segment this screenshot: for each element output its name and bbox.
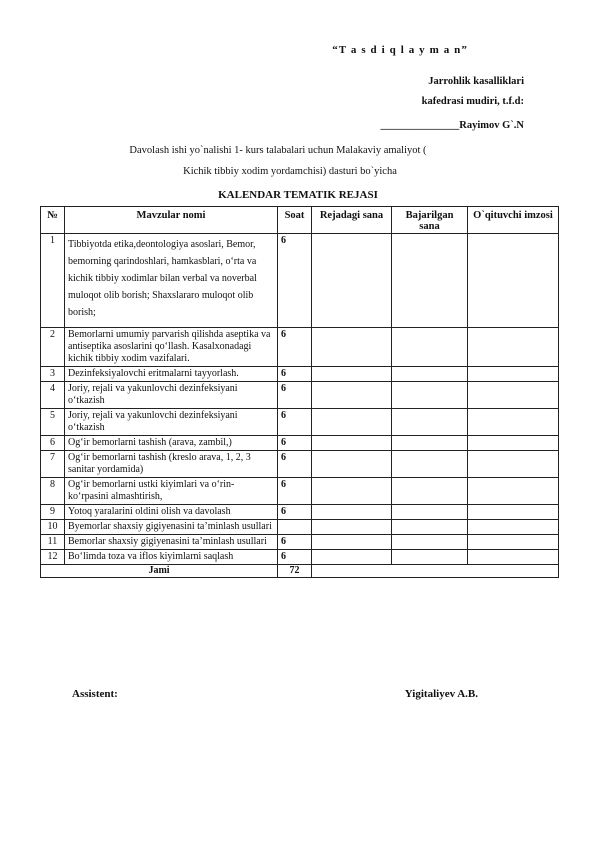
row-hours: 6	[278, 550, 312, 565]
row-completed-date	[392, 550, 468, 565]
row-number: 5	[41, 409, 65, 436]
row-hours: 6	[278, 535, 312, 550]
row-number: 11	[41, 535, 65, 550]
calendar-plan-heading: KALENDAR TEMATIK REJASI	[218, 189, 378, 201]
row-teacher-signature	[468, 505, 559, 520]
row-number: 1	[41, 234, 65, 328]
row-topic: Og‘ir bemorlarni tashish (kreslo arava, 1, 2, 3 sanitar yordamida)	[65, 451, 278, 478]
row-hours: 6	[278, 451, 312, 478]
row-completed-date	[392, 505, 468, 520]
row-topic: Byemorlar shaxsiy gigiyenasini ta’minlash usullari	[65, 520, 278, 535]
approval-signature-line: _______________Rayimov G`.N	[380, 120, 524, 131]
table-row	[41, 409, 559, 436]
table-row	[41, 505, 559, 520]
row-number: 2	[41, 328, 65, 367]
row-teacher-signature	[468, 520, 559, 535]
footer-assistant-label: Assistent:	[72, 688, 118, 700]
row-teacher-signature	[468, 436, 559, 451]
table-row	[41, 520, 559, 535]
row-topic: Og‘ir bemorlarni ustki kiyimlari va o‘rin-ko‘rpasini almashtirish,	[65, 478, 278, 505]
row-hours: 6	[278, 409, 312, 436]
approval-title: “T a s d i q l a y m a n”	[332, 44, 468, 56]
row-teacher-signature	[468, 367, 559, 382]
row-planned-date	[312, 520, 392, 535]
row-number: 7	[41, 451, 65, 478]
row-topic: Yotoq yaralarini oldini olish va davolash	[65, 505, 278, 520]
calendar-plan-table	[40, 206, 559, 578]
row-teacher-signature	[468, 535, 559, 550]
row-completed-date	[392, 535, 468, 550]
row-completed-date	[392, 451, 468, 478]
row-hours: 6	[278, 436, 312, 451]
row-planned-date	[312, 367, 392, 382]
row-teacher-signature	[468, 234, 559, 328]
header-hours: Soat	[278, 207, 312, 234]
header-number: №	[41, 207, 65, 234]
row-planned-date	[312, 436, 392, 451]
row-completed-date	[392, 520, 468, 535]
row-completed-date	[392, 382, 468, 409]
intro-line-2: Kichik tibbiy xodim yordamchisi) dasturi bo`yicha	[183, 166, 397, 177]
header-topic: Mavzular nomi	[65, 207, 278, 234]
row-teacher-signature	[468, 451, 559, 478]
approval-department: Jarrohlik kasalliklari	[428, 76, 524, 87]
row-completed-date	[392, 328, 468, 367]
row-number: 10	[41, 520, 65, 535]
table-header-row	[41, 207, 559, 234]
row-number: 12	[41, 550, 65, 565]
row-topic: Joriy, rejali va yakunlovchi dezinfeksiyani o‘tkazish	[65, 409, 278, 436]
row-number: 3	[41, 367, 65, 382]
total-label: Jami	[41, 565, 278, 578]
approval-position: kafedrasi mudiri, t.f.d:	[421, 96, 524, 107]
table-row	[41, 234, 559, 328]
row-hours: 6	[278, 234, 312, 328]
header-completed-date: Bajarilgan sana	[392, 207, 468, 234]
row-teacher-signature	[468, 550, 559, 565]
row-planned-date	[312, 505, 392, 520]
table-row	[41, 451, 559, 478]
header-teacher-signature: O`qituvchi imzosi	[468, 207, 559, 234]
row-topic: Dezinfeksiyalovchi eritmalarni tayyorlash.	[65, 367, 278, 382]
row-number: 6	[41, 436, 65, 451]
row-topic: Tibbiyotda etika,deontologiya asoslari, Bemor, bemorning qarindoshlari, hamkasblari, o‘rta va kichik tibbiy xodimlar bilan verbal va noverbal muloqot olib borish; Shaxslararo muloqot olib borish;	[65, 234, 278, 328]
row-completed-date	[392, 436, 468, 451]
row-number: 4	[41, 382, 65, 409]
total-hours: 72	[278, 565, 312, 578]
row-topic: Bo‘limda toza va iflos kiyimlarni saqlash	[65, 550, 278, 565]
row-planned-date	[312, 382, 392, 409]
row-planned-date	[312, 328, 392, 367]
row-completed-date	[392, 478, 468, 505]
row-hours: 6	[278, 382, 312, 409]
row-planned-date	[312, 535, 392, 550]
row-topic: Bemorlarni umumiy parvarish qilishda aseptika va antiseptika asoslarini qo‘llash. Kasalxonadagi kichik tibbiy xodim vazifalari.	[65, 328, 278, 367]
row-hours: 6	[278, 478, 312, 505]
footer-assistant-name: Yigitaliyev A.B.	[404, 688, 478, 700]
header-planned-date: Rejadagi sana	[312, 207, 392, 234]
row-planned-date	[312, 409, 392, 436]
table-row	[41, 382, 559, 409]
row-planned-date	[312, 234, 392, 328]
table-row	[41, 478, 559, 505]
row-topic: Og‘ir bemorlarni tashish (arava, zambil,)	[65, 436, 278, 451]
row-completed-date	[392, 409, 468, 436]
table-total-row	[41, 565, 559, 578]
row-completed-date	[392, 234, 468, 328]
row-teacher-signature	[468, 328, 559, 367]
row-hours: 6	[278, 328, 312, 367]
row-hours: 6	[278, 367, 312, 382]
total-empty-cell	[312, 565, 559, 578]
row-planned-date	[312, 451, 392, 478]
row-topic: Bemorlar shaxsiy gigiyenasini ta’minlash usullari	[65, 535, 278, 550]
table-row	[41, 550, 559, 565]
row-teacher-signature	[468, 382, 559, 409]
row-teacher-signature	[468, 409, 559, 436]
table-row	[41, 367, 559, 382]
row-number: 8	[41, 478, 65, 505]
row-hours	[278, 520, 312, 535]
row-teacher-signature	[468, 478, 559, 505]
table-row	[41, 436, 559, 451]
row-planned-date	[312, 550, 392, 565]
table-row	[41, 535, 559, 550]
row-topic: Joriy, rejali va yakunlovchi dezinfeksiyani o‘tkazish	[65, 382, 278, 409]
intro-line-1: Davolash ishi yo`nalishi 1- kurs talabalari uchun Malakaviy amaliyot (	[129, 145, 427, 156]
row-completed-date	[392, 367, 468, 382]
row-planned-date	[312, 478, 392, 505]
row-number: 9	[41, 505, 65, 520]
row-hours: 6	[278, 505, 312, 520]
table-row	[41, 328, 559, 367]
